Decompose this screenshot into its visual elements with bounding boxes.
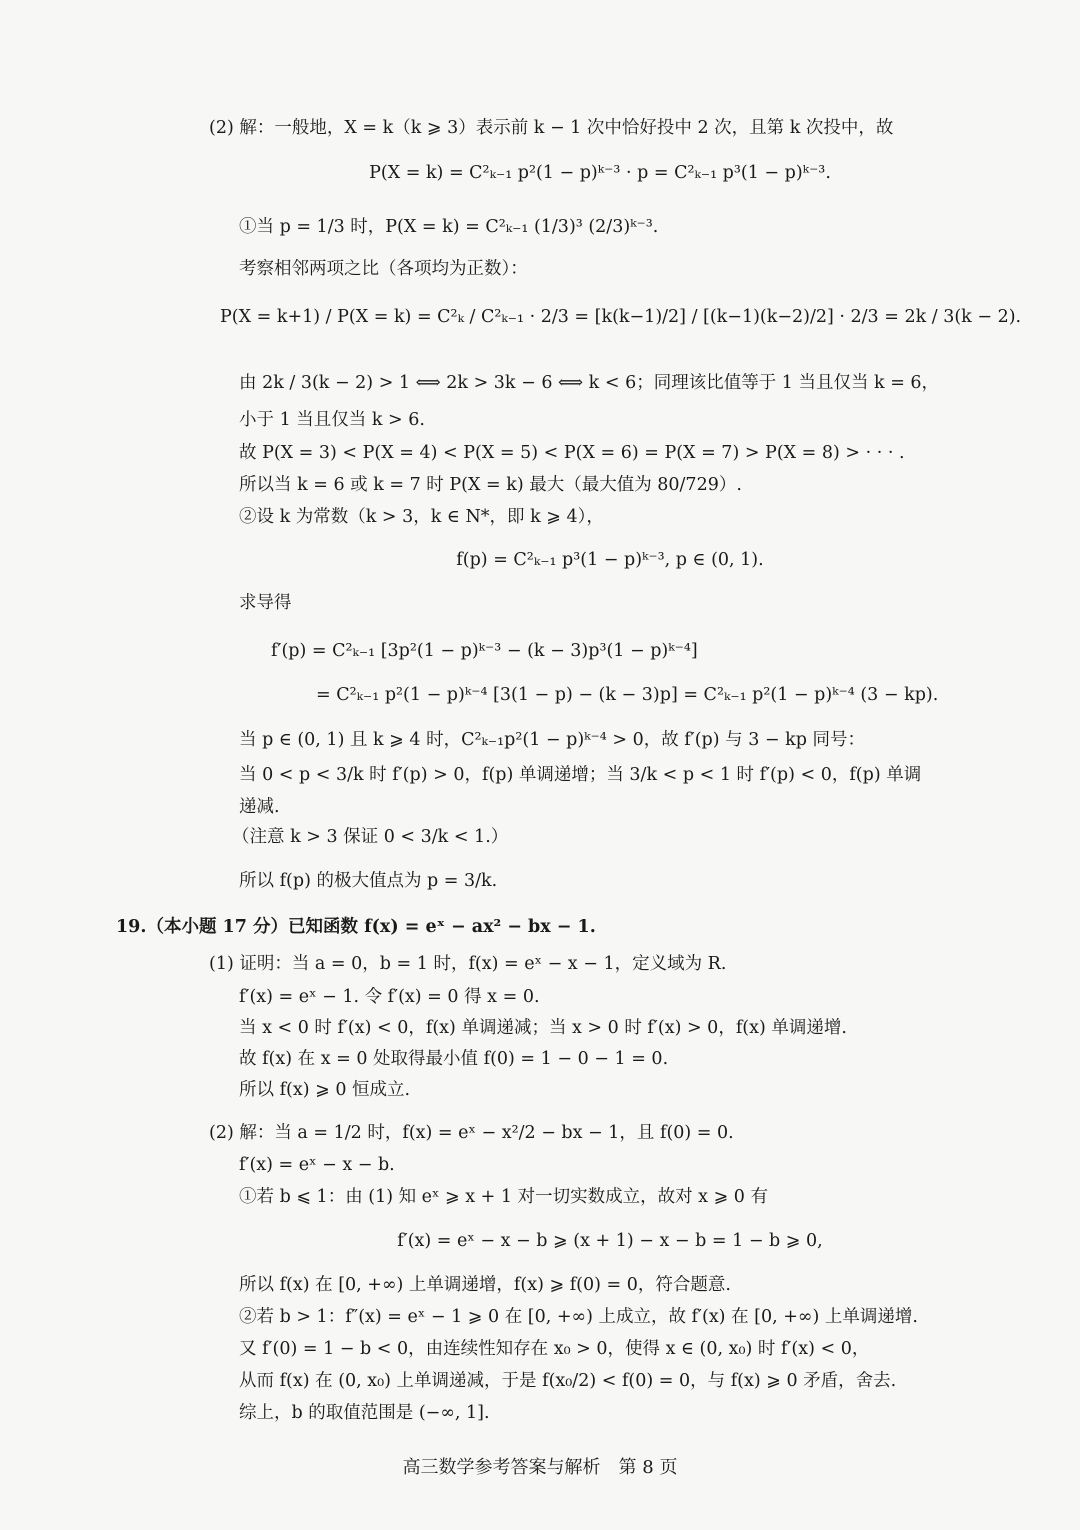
fp-definition: f(p) = C²ₖ₋₁ p³(1 − p)ᵏ⁻³, p ∈ (0, 1).: [456, 550, 764, 570]
q19-part2: (2) 解：当 a = 1/2 时，f(x) = eˣ − x²/2 − bx − 1，且 f(0) = 0.: [209, 1123, 734, 1143]
case1-heading: ①当 p = 1/3 时，P(X = k) = C²ₖ₋₁ (1/3)³ (2/3)ᵏ⁻³.: [239, 217, 659, 237]
page-footer: 高三数学参考答案与解析 第 8 页: [402, 1457, 678, 1478]
derivative-line2: = C²ₖ₋₁ p²(1 − p)ᵏ⁻⁴ [3(1 − p) − (k − 3)p] = C²ₖ₋₁ p²(1 − p)ᵏ⁻⁴ (3 − kp).: [316, 685, 939, 705]
pmf-formula: P(X = k) = C²ₖ₋₁ p²(1 − p)ᵏ⁻³ · p = C²ₖ₋₁ p³(1 − p)ᵏ⁻³.: [369, 163, 831, 183]
question-19-title: 19.（本小题 17 分）已知函数 f(x) = eˣ − ax² − bx − 1.: [116, 917, 596, 937]
q19-part1: (1) 证明：当 a = 0，b = 1 时，f(x) = eˣ − x − 1，定义域为 R.: [209, 954, 727, 974]
q19-part2-derivative: f′(x) = eˣ − x − b.: [239, 1155, 395, 1175]
case2-heading: ②设 k 为常数（k > 3，k ∈ N*，即 k ⩾ 4），: [239, 507, 604, 527]
q19-case1-formula: f′(x) = eˣ − x − b ⩾ (x + 1) − x − b = 1 − b ⩾ 0,: [397, 1231, 823, 1251]
part2-intro: (2) 解：一般地，X = k（k ⩾ 3）表示前 k − 1 次中恰好投中 2 次，且第 k 次投中，故: [209, 118, 894, 138]
sign-statement: 当 p ∈ (0, 1) 且 k ⩾ 4 时，C²ₖ₋₁p²(1 − p)ᵏ⁻⁴ > 0，故 f′(p) 与 3 − kp 同号：: [239, 730, 865, 750]
derivative-intro: 求导得: [239, 593, 292, 613]
ratio-less: 小于 1 当且仅当 k > 6.: [239, 410, 425, 430]
prob-chain: 故 P(X = 3) < P(X = 4) < P(X = 5) < P(X = 6) = P(X = 7) > P(X = 8) > · · · .: [239, 443, 905, 463]
ratio-inequality: 由 2k / 3(k − 2) > 1 ⟺ 2k > 3k − 6 ⟺ k < 6；同理该比值等于 1 当且仅当 k = 6，: [239, 373, 940, 393]
max-statement: 所以当 k = 6 或 k = 7 时 P(X = k) 最大（最大值为 80/729）.: [239, 475, 742, 495]
derivative-line1: f′(p) = C²ₖ₋₁ [3p²(1 − p)ᵏ⁻³ − (k − 3)p³(1 − p)ᵏ⁻⁴]: [271, 641, 698, 661]
extreme-point: 所以 f(p) 的极大值点为 p = 3/k.: [239, 871, 498, 891]
monotonic-line2: 递减.: [239, 797, 280, 817]
q19-case2: ②若 b > 1：f″(x) = eˣ − 1 ⩾ 0 在 [0, +∞) 上成立，故 f′(x) 在 [0, +∞) 上单调递增.: [239, 1307, 918, 1327]
ratio-formula: P(X = k+1) / P(X = k) = C²ₖ / C²ₖ₋₁ · 2/3 = [k(k−1)/2] / [(k−1)(k−2)/2] · 2/3 = 2k / 3(k − 2).: [220, 307, 1022, 327]
note: （注意 k > 3 保证 0 < 3/k < 1.）: [232, 827, 509, 847]
q19-case1-result: 所以 f(x) 在 [0, +∞) 上单调递增，f(x) ⩾ f(0) = 0，符合题意.: [239, 1275, 731, 1295]
q19-summary: 综上，b 的取值范围是 (−∞, 1].: [239, 1403, 490, 1423]
q19-conclusion: 所以 f(x) ⩾ 0 恒成立.: [239, 1080, 411, 1100]
q19-case2-contradiction: 从而 f(x) 在 (0, x₀) 上单调递减，于是 f(x₀/2) < f(0) = 0，与 f(x) ⩾ 0 矛盾，舍去.: [239, 1371, 897, 1391]
q19-case1: ①若 b ⩽ 1：由 (1) 知 eˣ ⩾ x + 1 对一切实数成立，故对 x ⩾ 0 有: [239, 1187, 768, 1207]
q19-minimum: 故 f(x) 在 x = 0 处取得最小值 f(0) = 1 − 0 − 1 = 0.: [239, 1049, 669, 1069]
q19-derivative: f′(x) = eˣ − 1. 令 f′(x) = 0 得 x = 0.: [239, 987, 540, 1007]
q19-monotonic: 当 x < 0 时 f′(x) < 0，f(x) 单调递减；当 x > 0 时 f′(x) > 0，f(x) 单调递增.: [239, 1018, 847, 1038]
ratio-intro: 考察相邻两项之比（各项均为正数）：: [239, 259, 528, 279]
q19-case2-continuity: 又 f′(0) = 1 − b < 0，由连续性知存在 x₀ > 0，使得 x ∈ (0, x₀) 时 f′(x) < 0，: [239, 1339, 870, 1359]
monotonic-line1: 当 0 < p < 3/k 时 f′(p) > 0，f(p) 单调递增；当 3/k < p < 1 时 f′(p) < 0，f(p) 单调: [239, 765, 922, 785]
